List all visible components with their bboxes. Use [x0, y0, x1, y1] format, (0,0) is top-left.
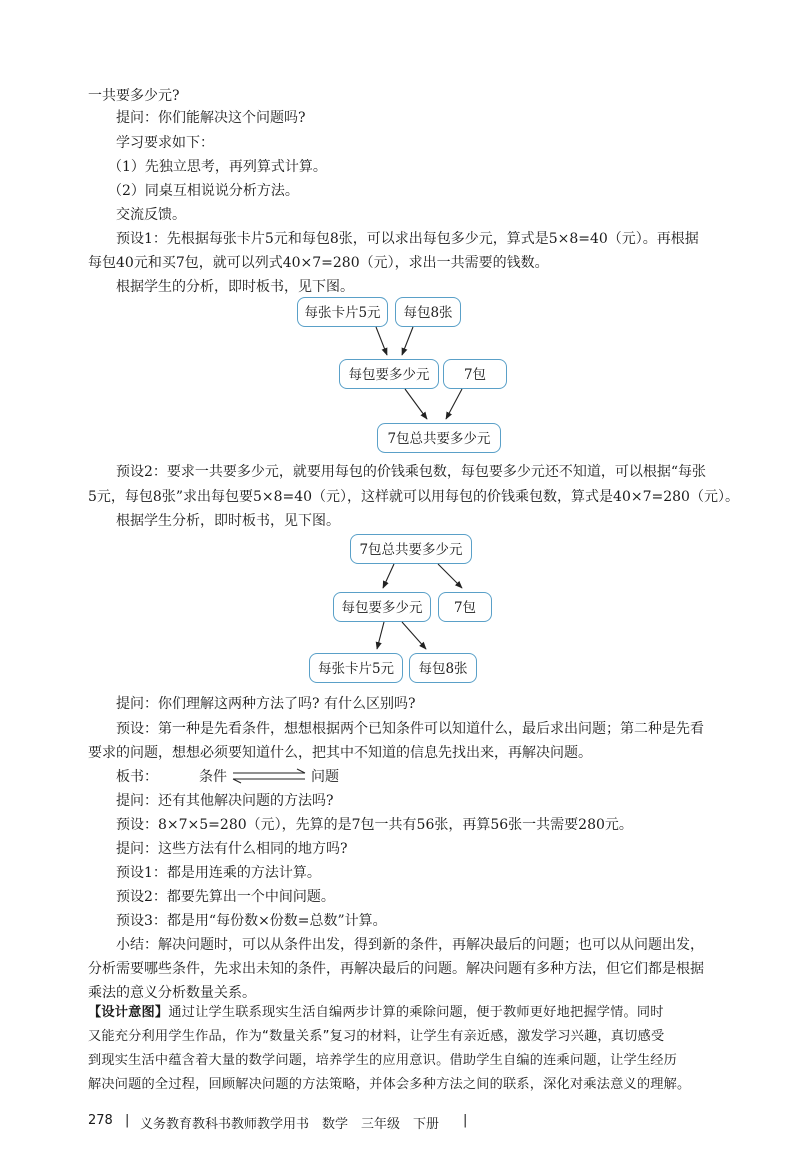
board-condition: 条件 — [199, 769, 227, 785]
text-line: 提问：这些方法有什么相同的地方吗? — [116, 841, 348, 857]
box-per-pack: 每包8张 — [395, 297, 461, 327]
text-line: 根据学生的分析，即时板书，见下图。 — [116, 279, 354, 295]
box-pack-price: 每包要多少元 — [339, 359, 439, 389]
box-total: 7包总共要多少元 — [377, 423, 501, 453]
text-line: 预设1：都是用连乘的方法计算。 — [116, 865, 321, 881]
design-intent-line: 解决问题的全过程，回顾解决问题的方法策略，并体会多种方法之间的联系，深化对乘法意义的理解。 — [88, 1077, 691, 1092]
board-question: 问题 — [311, 769, 339, 785]
footer-separator: | — [463, 1113, 468, 1128]
text-line: 提问：你们理解这两种方法了吗? 有什么区别吗? — [116, 696, 416, 712]
design-intent-line — [88, 1003, 664, 1023]
box-per-pack: 每包8张 — [409, 653, 477, 683]
box-card-price: 每张卡片5元 — [297, 297, 388, 327]
text-line: 提问：你们能解决这个问题吗? — [116, 110, 306, 126]
text-line: 预设2：都要先算出一个中间问题。 — [116, 889, 335, 905]
text-line: 预设：8×7×5=280（元），先算的是7包一共有56张，再算56张一共需要280元。 — [116, 817, 633, 833]
text-line: 预设2：要求一共要多少元，就要用每包的价钱乘包数，每包要多少元还不知道，可以根据“每张 — [116, 464, 707, 480]
text-line: 要求的问题，想想必须要知道什么，把其中不知道的信息先找出来，再解决问题。 — [88, 745, 592, 761]
footer-separator: | — [125, 1113, 130, 1128]
text-line: （1）先独立思考，再列算式计算。 — [108, 159, 327, 175]
text-line: 每包40元和买7包，就可以列式40×7=280（元），求出一共需要的钱数。 — [88, 255, 549, 271]
page-number: 278 — [88, 1113, 113, 1128]
box-total: 7包总共要多少元 — [350, 534, 472, 564]
box-packs: 7包 — [438, 592, 492, 622]
design-intent-line: 到现实生活中蕴含着大量的数学问题，培养学生的应用意识。借助学生自编的连乘问题，让学生经历 — [88, 1053, 678, 1068]
text-line: 根据学生分析，即时板书，见下图。 — [116, 513, 340, 529]
design-intent-tag: 【设计意图】 — [88, 1005, 169, 1020]
text-line: （2）同桌互相说说分析方法。 — [108, 183, 299, 199]
double-arrow-icon — [229, 766, 309, 786]
board-label: 板书： — [116, 769, 158, 785]
box-packs: 7包 — [443, 359, 507, 389]
box-card-price: 每张卡片5元 — [309, 653, 403, 683]
design-intent-line: 又能充分利用学生作品，作为“数量关系”复习的材料，让学生有亲近感，激发学习兴趣，真切感受 — [88, 1029, 665, 1044]
book-title: 义务教育教科书教师教学用书 数学 三年级 下册 — [140, 1117, 440, 1132]
text-line: 分析需要哪些条件，先求出未知的条件，再解决最后的问题。解决问题有多种方法，但它们都是根据 — [88, 961, 704, 977]
text-line: 乘法的意义分析数量关系。 — [88, 985, 256, 1001]
text-line: 预设1：先根据每张卡片5元和每包8张，可以求出每包多少元，算式是5×8=40（元）。再根据 — [116, 231, 699, 247]
text-line: 预设3：都是用“每份数×份数=总数”计算。 — [116, 913, 387, 929]
text-line: 小结：解决问题时，可以从条件出发，得到新的条件，再解决最后的问题；也可以从问题出发， — [116, 937, 704, 953]
text-line: 提问：还有其他解决问题的方法吗? — [116, 793, 334, 809]
text-line: 学习要求如下： — [116, 135, 214, 151]
text-line: 5元，每包8张”求出每包要5×8=40（元），这样就可以用每包的价钱乘包数，算式是40×7=280（元）。 — [88, 489, 739, 505]
box-pack-price: 每包要多少元 — [333, 592, 431, 622]
design-intent-text: 通过让学生联系现实生活自编两步计算的乘除问题，便于教师更好地把握学情。同时 — [168, 1005, 664, 1020]
text-line: 一共要多少元? — [88, 88, 180, 104]
text-line: 交流反馈。 — [116, 207, 186, 223]
text-line: 预设：第一种是先看条件，想想根据两个已知条件可以知道什么，最后求出问题；第二种是先看 — [116, 721, 704, 737]
